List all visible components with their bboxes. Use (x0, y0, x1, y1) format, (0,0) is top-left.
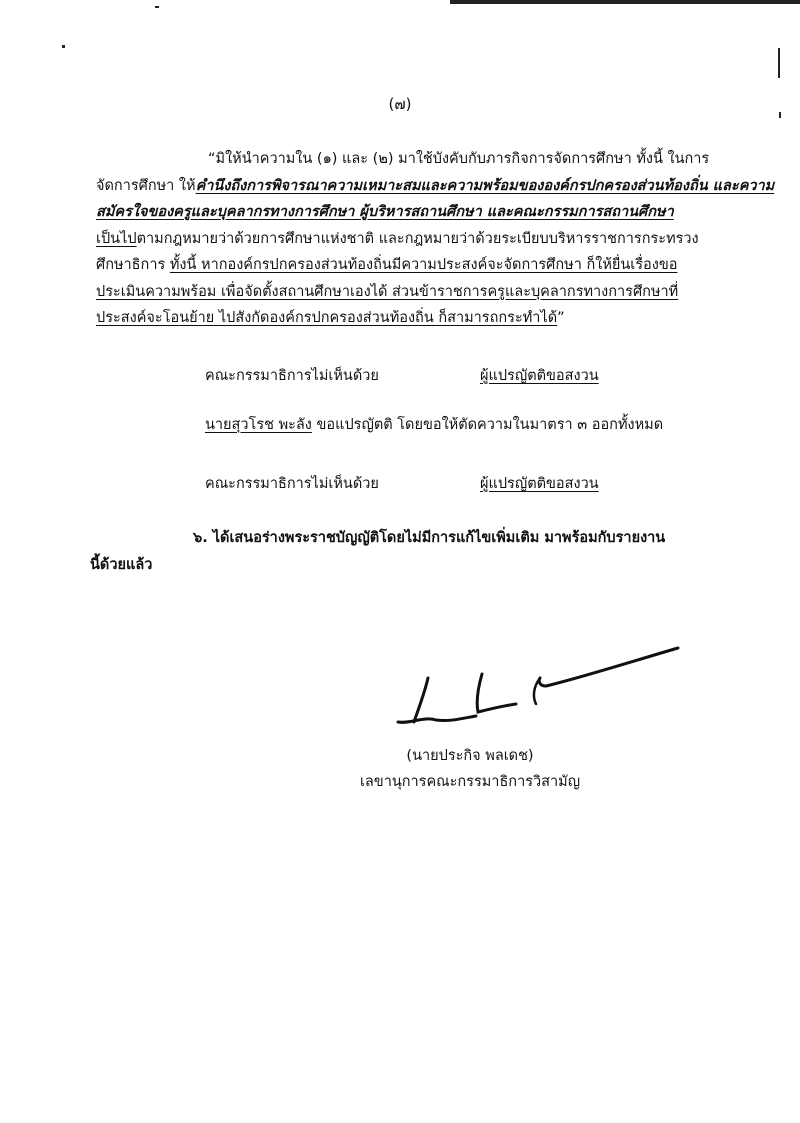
scan-edge-top (450, 0, 800, 4)
quote-line-6: ประเมินความพร้อม เพื่อจัดตั้งสถานศึกษาเองได้ ส่วนข้าราชการครูและบุคลากรทางการศึกษาที่ (96, 283, 679, 300)
amendment-line (205, 413, 663, 436)
quote-line-5: ศึกษาธิการ ทั้งนี้ หากองค์กรปกครองส่วนท้องถิ่นมีความประสงค์จะจัดการศึกษา ก็ให้ยื่นเรื่องขอ (96, 257, 678, 273)
handwritten-signature (390, 640, 690, 740)
reserved-amendment-2: ผู้แปรญัตติขอสงวน (480, 476, 599, 492)
committee-disagree-2: คณะกรรมาธิการไม่เห็นด้วย (205, 476, 379, 492)
quote-line-1: “มิให้นำความใน (๑) และ (๒) มาใช้บังคับกับภารกิจการจัดการศึกษา ทั้งนี้ ในการ (208, 151, 710, 167)
signatory-name: (นายประกิจ พลเดช) (406, 748, 534, 764)
quoted-provision (96, 146, 775, 332)
scan-speck (155, 6, 159, 8)
section-6-line-1: ๖. ได้เสนอร่างพระราชบัญญัติโดยไม่มีการแก้ไขเพิ่มเติม มาพร้อมกับรายงาน (193, 530, 666, 546)
quote-line-7: ประสงค์จะโอนย้าย ไปสังกัดองค์กรปกครองส่วนท้องถิ่น ก็สามารถกระทำได้” (96, 310, 565, 326)
quote-line-4: เป็นไปตามกฎหมายว่าด้วยการศึกษาแห่งชาติ และกฎหมายว่าด้วยระเบียบบริหารราชการกระทรวง (96, 230, 699, 247)
quote-line-2: จัดการศึกษา ให้คำนึงถึงการพิจารณาความเหมาะสมและความพร้อมขององค์กรปกครองส่วนท้องถิ่น และความ (96, 177, 775, 194)
page-number: (๗) (388, 95, 412, 113)
committee-disagree-1: คณะกรรมาธิการไม่เห็นด้วย (205, 368, 379, 384)
signatory-position: เลขานุการคณะกรรมาธิการวิสามัญ (359, 774, 581, 790)
amendment-text: ขอแปรญัตติ โดยขอให้ตัดความในมาตรา ๓ ออกทั้งหมด (311, 417, 664, 433)
scan-edge-right (778, 48, 780, 78)
amender-name: นายสุวโรช พะลัง (205, 417, 312, 433)
quote-line-3: สมัครใจของครูและบุคลากรทางการศึกษา ผู้บริหารสถานศึกษา และคณะกรรมการสถานศึกษา (96, 204, 674, 220)
section-6-line-2: นี้ด้วยแล้ว (90, 557, 153, 573)
scan-speck (62, 45, 65, 48)
reserved-amendment-1: ผู้แปรญัตติขอสงวน (480, 368, 599, 384)
